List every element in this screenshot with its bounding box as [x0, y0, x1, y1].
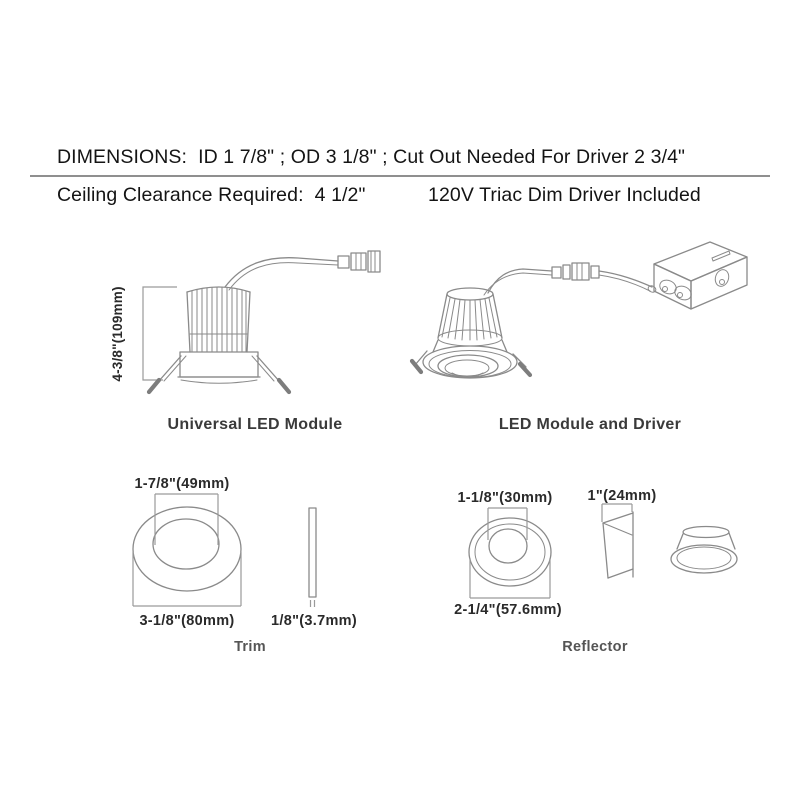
reflector-outer-dim-label: 2-1/4"(57.6mm): [454, 602, 562, 618]
module-height-dim-label: 4-3/8"(109mm): [110, 286, 125, 382]
universal-led-module-drawing: [143, 251, 380, 392]
reflector-inner-dim-label: 1-1/8"(30mm): [457, 490, 553, 506]
left-clip-foot: [149, 380, 159, 392]
module-caption: Universal LED Module: [167, 416, 343, 433]
trim-inner-dim-label: 1-7/8"(49mm): [134, 476, 230, 492]
trim-drawing: [133, 494, 316, 607]
trim-caption: Trim: [234, 639, 266, 655]
reflector-height-dim-label: 1"(24mm): [587, 488, 657, 504]
reflector-outer-dim-lines: [470, 558, 550, 598]
dimensions-text: DIMENSIONS: ID 1 7/8" ; OD 3 1/8" ; Cut Out Needed For Driver 2 3/4": [57, 146, 686, 168]
module-cable-connector: [338, 251, 380, 272]
reflector-drawing: [469, 504, 737, 598]
trim-outer-dim-label: 3-1/8"(80mm): [139, 613, 235, 629]
module-driver-caption: LED Module and Driver: [498, 416, 682, 433]
trim-side-view: [309, 508, 316, 597]
reflector-caption: Reflector: [562, 639, 628, 655]
reflector-height-dim-lines: [602, 504, 632, 522]
trim-thickness-dim-label: 1/8"(3.7mm): [271, 613, 357, 629]
right-clip-foot: [279, 380, 289, 392]
inline-connector: [552, 263, 599, 280]
driver-included-text: 120V Triac Dim Driver Included: [428, 184, 701, 206]
led-module-and-driver-drawing: [412, 242, 747, 378]
driver-box: [647, 242, 747, 309]
ceiling-clearance-text: Ceiling Clearance Required: 4 1/2": [57, 184, 366, 206]
